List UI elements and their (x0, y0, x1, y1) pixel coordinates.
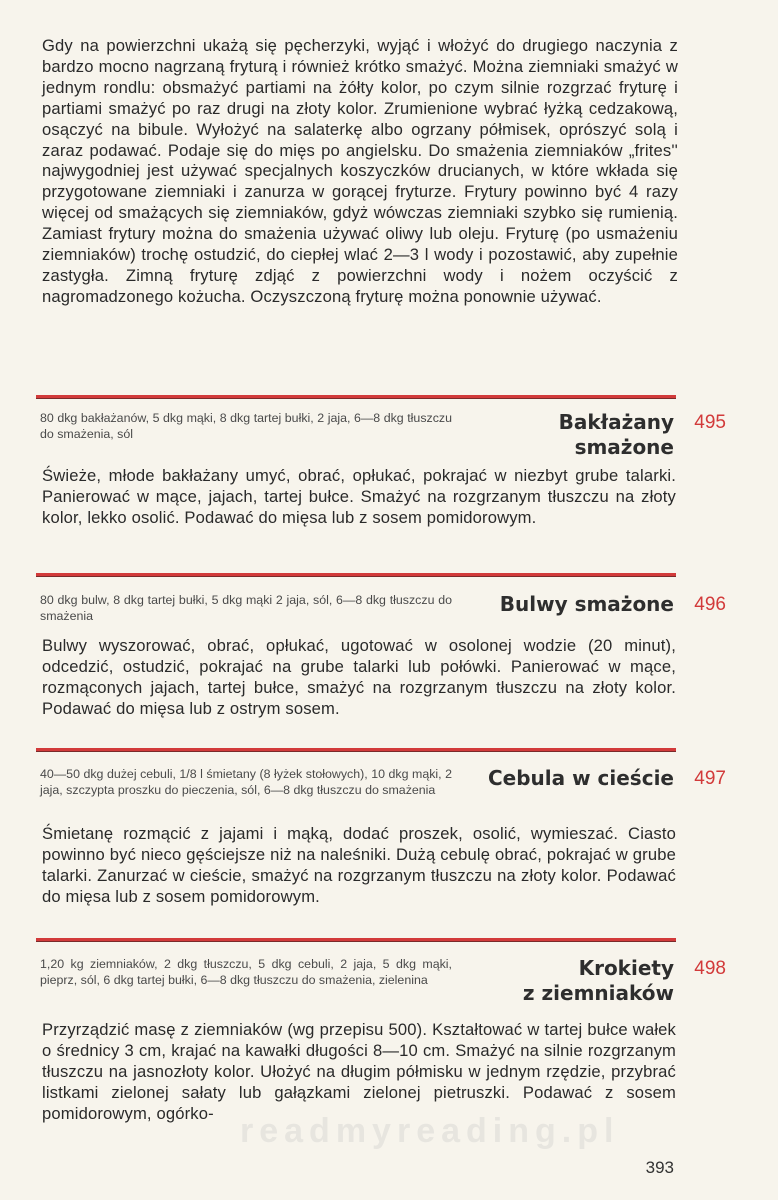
recipe-number: 497 (694, 768, 726, 789)
page-number: 393 (645, 1158, 674, 1177)
recipe-text: Śmietanę rozmącić z jajami i mąką, dodać proszek, osolić, wymieszać. Ciasto powinno być nieco gęściejsze niż na naleśniki. Dużą cebulę obrać, pokrajać w grube talarki. Zanurzać w cieście, smażyć na rozgrzanym tłuszczu na złoty kolor. Podawać do mięsa lub z sosem pomidorowym. (42, 824, 676, 906)
recipe-title-line2: smażone (574, 435, 674, 459)
section-divider (36, 938, 676, 941)
recipe-title (488, 766, 674, 791)
recipe-title-line1: Bakłażany (558, 410, 674, 434)
section-divider (36, 748, 676, 751)
recipe-title (523, 956, 674, 1006)
recipe-title-line1: Cebula w cieście (487, 766, 674, 790)
watermark: readmyreading.pl (240, 1112, 620, 1150)
recipe-text: Bulwy wyszorować, obrać, opłukać, ugotować w osolonej wodzie (20 minut), odcedzić, ostudzić, pokrajać na grube talarki lub połówki. Panierować w mące, rozmąconych jajach, tartej bułce, smażyć na rozgrzanym tłuszczu na złoty kolor. Podawać do mięsa lub z ostrym sosem. (42, 636, 676, 718)
recipe-ingredients: 80 dkg bulw, 8 dkg tartej bułki, 5 dkg mąki 2 jaja, sól, 6—8 dkg tłuszczu do smażenia (40, 593, 452, 623)
recipe-text: Świeże, młode bakłażany umyć, obrać, opłukać, pokrajać w niezbyt grube talarki. Panierować w mące, jajach, tartej bułce. Smażyć na rozgrzanym tłuszczu na złoty kolor, lekko osolić. Podawać do mięsa lub z sosem pomidorowym. (42, 466, 676, 527)
recipe-number: 498 (694, 958, 726, 979)
section-divider (36, 395, 676, 398)
recipe-text: Przyrządzić masę z ziemniaków (wg przepisu 500). Kształtować w tartej bułce wałek o średnicy 3 cm, krajać na kawałki długości 8—10 cm. Smażyć na silnie rozgrzanym tłuszczu na jasnozłoty kolor. Ułożyć na długim półmisku w jednym rzędzie, przybrać listkami zielonej sałaty lub gałązkami zielonej pietruszki. Podawać z sosem pomidorowym, ogórko- (42, 1020, 676, 1123)
section-divider (36, 573, 676, 576)
recipe-title-line2: z ziemniaków (522, 981, 674, 1005)
recipe-title-line1: Bulwy smażone (499, 592, 674, 616)
intro-paragraph: Gdy na powierzchni ukażą się pęcherzyki, wyjąć i włożyć do drugiego naczynia z bardzo mocno nagrzaną fryturą i również krótko smażyć. Można ziemniaki smażyć w jednym rondlu: obsmażyć partiami na żółty kolor, po czym silnie rozgrzać fryturę i partiami smażyć po raz drugi na złoty kolor. Zrumienione wybrać łyżką cedzakową, osączyć na bibule. Wyłożyć na salaterkę albo ogrzany półmisek, oprószyć solą i zaraz podawać. Podaje się do mięs po angielsku. Do smażenia ziemniaków „frites'' najwygodniej jest używać specjalnych koszyczków drucianych, w które wkłada się przygotowane ziemniaki i zanurza w gorącej fryturze. Frytury powinno być 4 razy więcej od smażących się ziemniaków, gdyż wówczas ziemniaki szybko się rumienią. Zamiast frytury można do smażenia używać oliwy lub oleju. Fryturę (po usmażeniu ziemniaków) trochę ostudzić, do ciepłej wlać 2—3 l wody i pozostawić, aby zupełnie zastygła. Zimną fryturę zdjąć z powierzchni wody i nożem oczyścić z nagromadzonego kożucha. Oczyszczoną fryturę można ponownie używać. (42, 36, 678, 306)
recipe-ingredients: 40—50 dkg dużej cebuli, 1/8 l śmietany (8 łyżek stołowych), 10 dkg mąki, 2 jaja, szczypta proszku do pieczenia, sól, 6—8 dkg tłuszczu do smażenia (40, 767, 452, 797)
recipe-title-line1: Krokiety (578, 956, 674, 980)
recipe-title (500, 592, 674, 617)
recipe-ingredients: 80 dkg bakłażanów, 5 dkg mąki, 8 dkg tartej bułki, 2 jaja, 6—8 dkg tłuszczu do smażenia, sól (40, 411, 452, 441)
recipe-ingredients: 1,20 kg ziemniaków, 2 dkg tłuszczu, 5 dkg cebuli, 2 jaja, 5 dkg mąki, pieprz, sól, 6 dkg tartej bułki, 6—8 dkg tłuszczu do smażenia, zielenina (40, 957, 452, 987)
recipe-number: 496 (694, 594, 726, 615)
recipe-number: 495 (694, 412, 726, 433)
recipe-title (559, 410, 674, 460)
